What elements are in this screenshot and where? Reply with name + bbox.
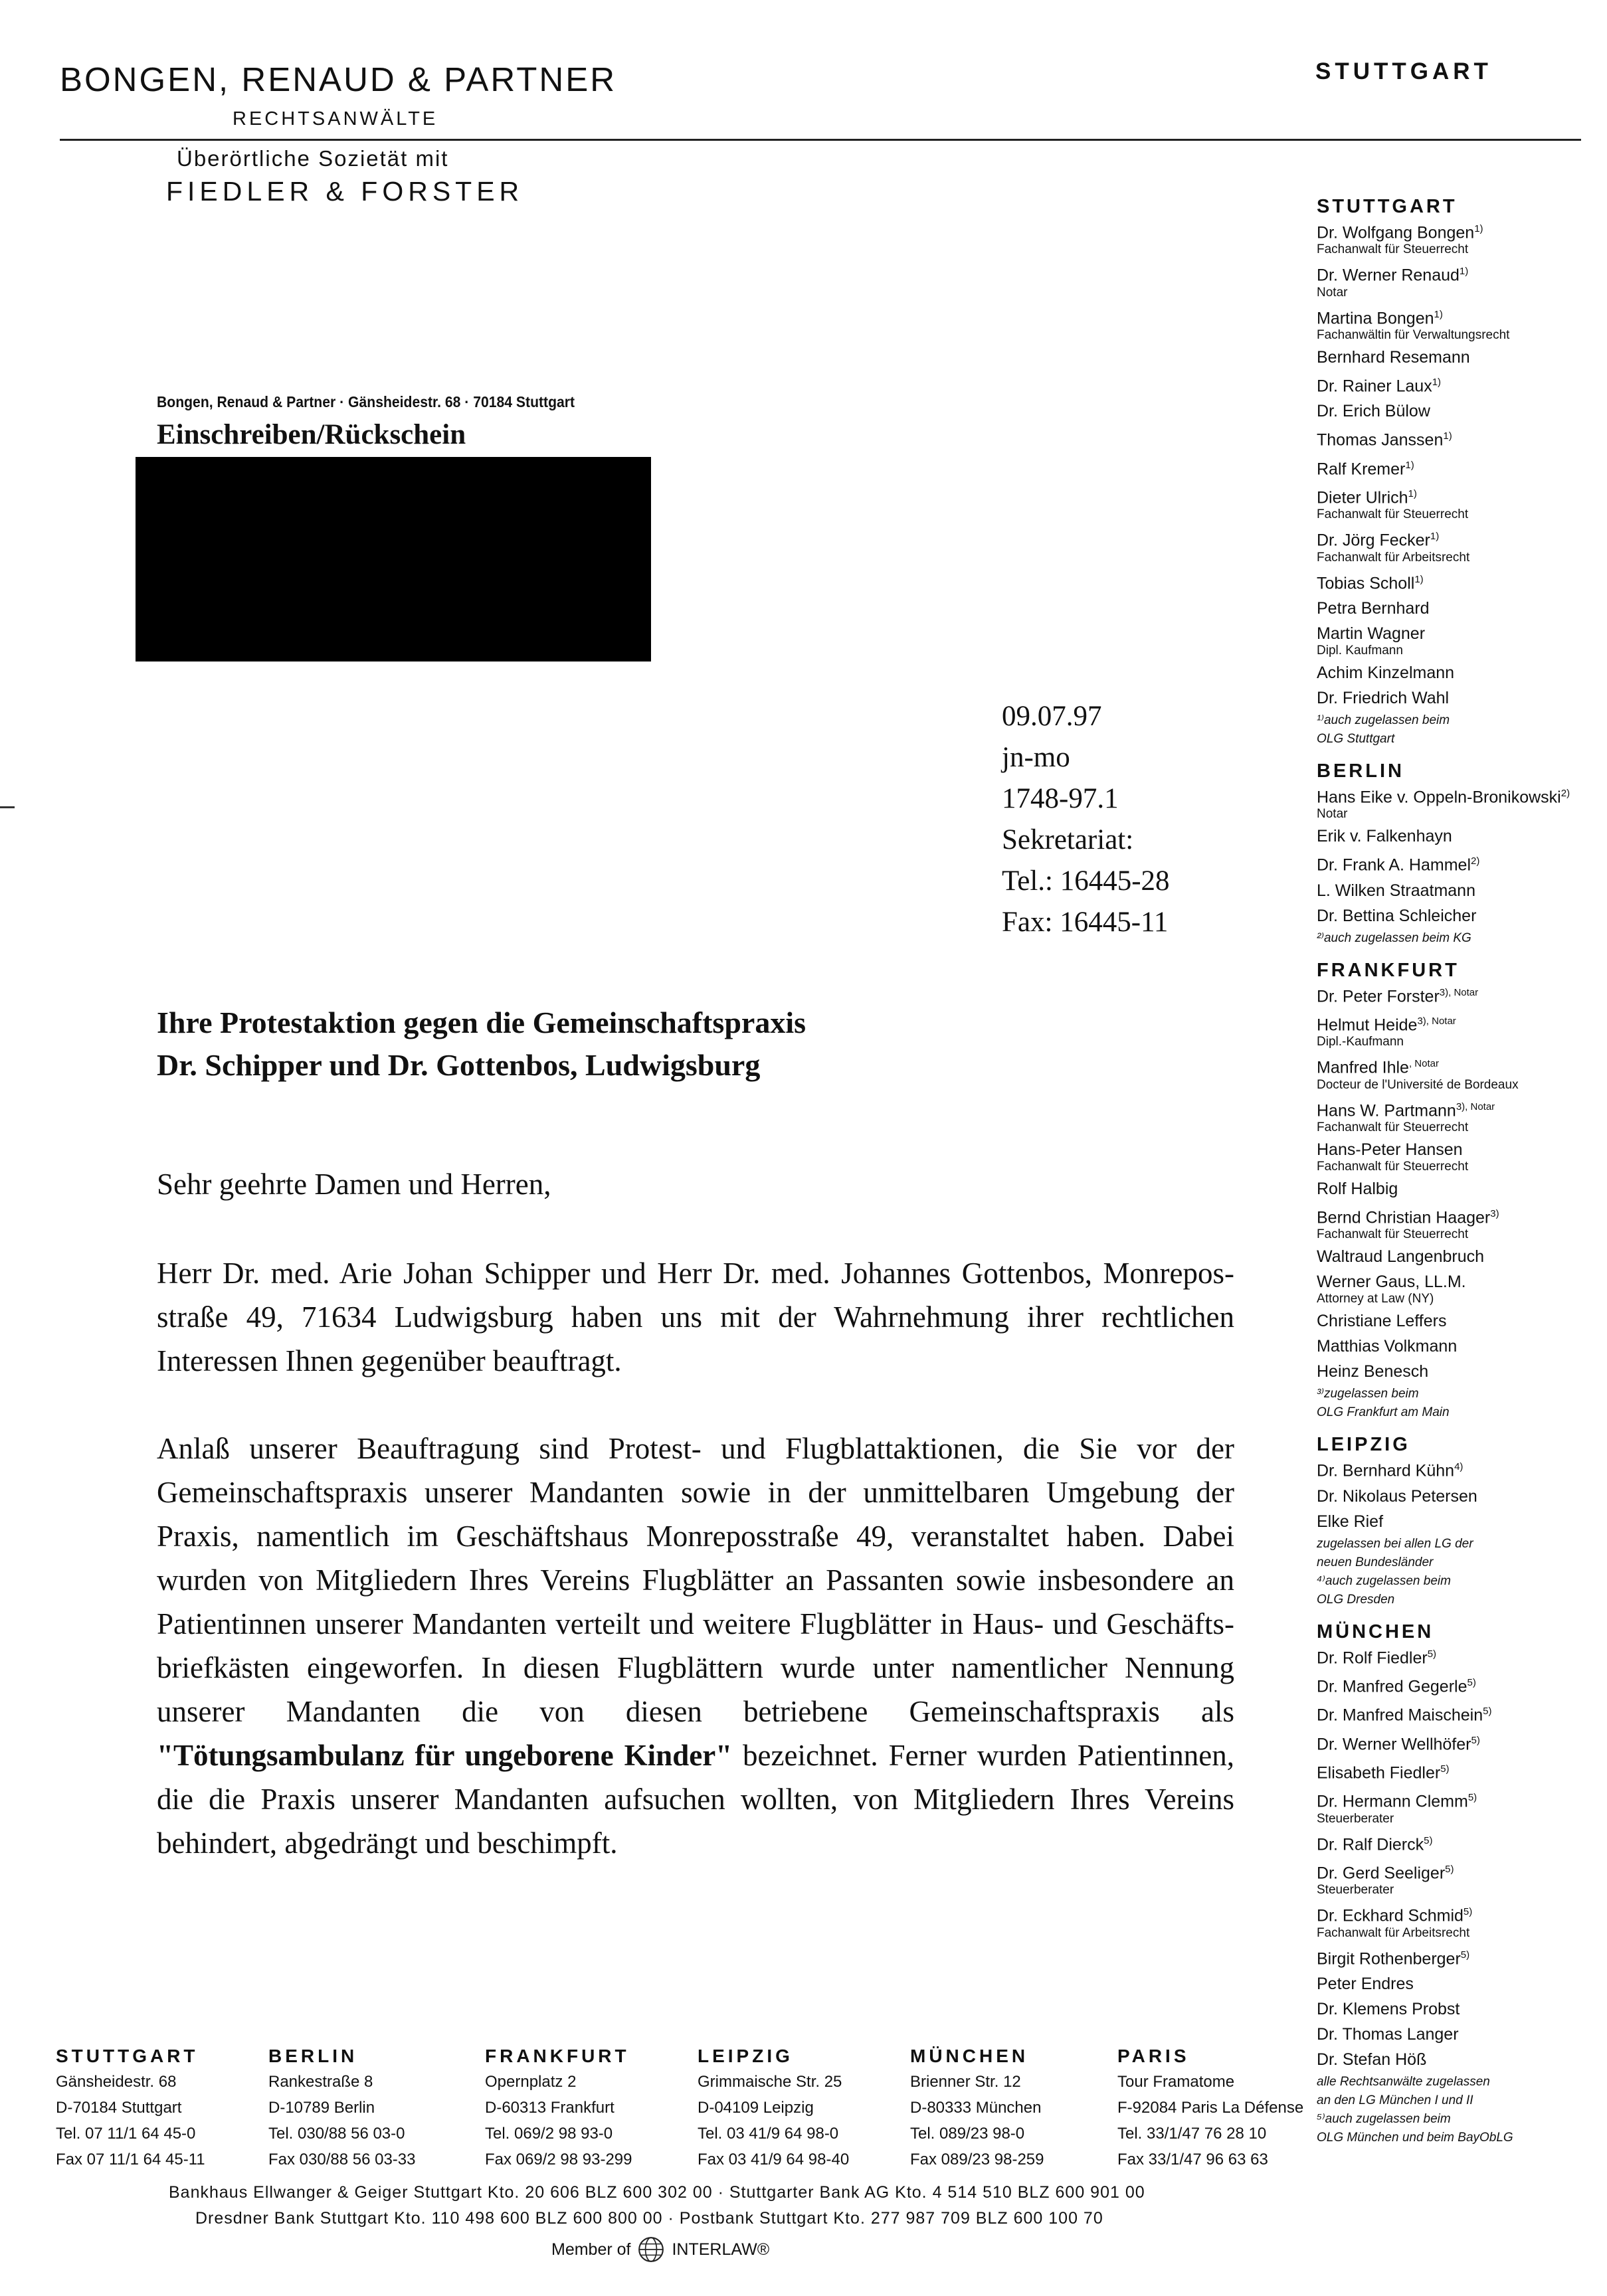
association-line: Überörtliche Sozietät mit [177, 146, 449, 171]
subject-line-2: Dr. Schipper und Dr. Gottenbos, Ludwigsburg [157, 1048, 761, 1082]
partner-footnote: 5) [1483, 1706, 1492, 1718]
partner-entry [1317, 1336, 1596, 1356]
secretariat-fax: Fax: 16445-11 [1002, 907, 1169, 938]
partner-name: Dr. Friedrich Wahl [1317, 688, 1450, 707]
office-tel: Tel. 089/23 98-0 [910, 2125, 1025, 2143]
secretariat-tel: Tel.: 16445-28 [1002, 865, 1170, 897]
office-fax: Fax 07 11/1 64 45-11 [56, 2151, 205, 2168]
sidebar-note: OLG Frankfurt am Main [1317, 1405, 1450, 1420]
membership-line [551, 2236, 769, 2263]
partner-footnote: 1) [1405, 459, 1414, 471]
partner-footnote: 1) [1474, 223, 1483, 234]
office-tel: Tel. 33/1/47 76 28 10 [1117, 2125, 1267, 2143]
partner-entry [1317, 1054, 1596, 1091]
letter-date: 09.07.97 [1002, 701, 1102, 732]
partner-footnote: 1) [1443, 430, 1452, 442]
partner-entry [1317, 1702, 1596, 1725]
partner-name: Ralf Kremer$^{1)}$ [1317, 459, 1414, 478]
office-city: PARIS [1117, 2046, 1190, 2066]
firm-name: BONGEN, RENAUD & PARTNER [60, 60, 617, 98]
partner-entry [1317, 2050, 1596, 2070]
partner-footnote: 4) [1454, 1461, 1464, 1473]
partner-name: Dr. Rainer Laux$^{1)}$ [1317, 376, 1442, 396]
partner-title: Fachanwalt für Arbeitsrecht [1317, 1925, 1470, 1940]
footer-office [56, 2043, 205, 2172]
partner-entry [1317, 1731, 1596, 1754]
partner-name: Tobias Scholl$^{1)}$ [1317, 573, 1424, 592]
sidebar-city-stuttgart: STUTTGART [1317, 196, 1458, 217]
sidebar-note: OLG Stuttgart [1317, 731, 1395, 746]
sidebar-note: zugelassen bei allen LG der [1317, 1536, 1473, 1551]
subject-line [157, 1002, 806, 1087]
partner-entry [1317, 1860, 1596, 1897]
office-fax: Fax 33/1/47 96 63 63 [1117, 2151, 1268, 2168]
partner-entry [1317, 663, 1596, 683]
partner-name: Dr. Bettina Schleicher [1317, 906, 1477, 925]
partner-footnote: 5) [1463, 1906, 1473, 1918]
partner-entry [1317, 373, 1596, 396]
partner-entry [1317, 826, 1596, 846]
partner-footnote: , Notar [1408, 1058, 1439, 1070]
partner-name: Helmut Heide$^{3), Notar}$ [1317, 1015, 1456, 1035]
fold-mark [0, 806, 15, 808]
office-street: Grimmaische Str. 25 [698, 2073, 842, 2091]
partner-footnote: 5) [1467, 1676, 1476, 1688]
partner-name: Dr. Frank A. Hammel$^{2)}$ [1317, 855, 1480, 875]
salutation: Sehr geehrte Damen und Herren, [157, 1168, 551, 1201]
partner-name: Dr. Bernhard Kühn$^{4)}$ [1317, 1461, 1464, 1480]
partner-title: Notar [1317, 285, 1348, 300]
partner-footnote: 1) [1414, 573, 1424, 585]
partner-name: Dr. Thomas Langer [1317, 2024, 1459, 2044]
sidebar-note: ²⁾auch zugelassen beim KG [1317, 930, 1471, 945]
partner-entry [1317, 1644, 1596, 1668]
partner-name: Peter Endres [1317, 1974, 1414, 1993]
partner-name: Achim Kinzelmann [1317, 663, 1455, 682]
office-street: Brienner Str. 12 [910, 2073, 1021, 2091]
office-city: FRANKFURT [485, 2046, 630, 2066]
reference-initials: jn-mo [1002, 742, 1070, 773]
office-zip-city: D-60313 Frankfurt [485, 2099, 614, 2117]
partner-name: Erik v. Falkenhayn [1317, 827, 1452, 846]
footer-office [698, 2043, 849, 2172]
partner-entry [1317, 1140, 1596, 1174]
office-zip-city: D-04109 Leipzig [698, 2099, 814, 2117]
office-zip-city: F-92084 Paris La Défense [1117, 2099, 1304, 2117]
partner-name: Werner Gaus, LL.M. [1317, 1273, 1466, 1292]
association-firm: FIEDLER & FORSTER [166, 176, 524, 207]
partner-title: Fachanwalt für Steuerrecht [1317, 1227, 1469, 1242]
partner-footnote: 5) [1424, 1834, 1433, 1846]
partner-footnote: 1) [1408, 487, 1417, 499]
partner-footnote: 3), Notar [1456, 1101, 1495, 1112]
footer-office [910, 2043, 1044, 2172]
partner-name: Dr. Eckhard Schmid$^{5)}$ [1317, 1906, 1473, 1925]
partner-entry [1317, 784, 1596, 821]
partner-entry [1317, 624, 1596, 658]
partner-name: Elke Rief [1317, 1512, 1384, 1531]
partner-entry [1317, 1272, 1596, 1306]
office-fax: Fax 030/88 56 03-33 [268, 2151, 416, 2168]
partner-title: Steuerberater [1317, 1811, 1394, 1826]
partner-title: Fachanwalt für Steuerrecht [1317, 1159, 1469, 1174]
paragraph-2-quote: "Tötungsambulanz für ungeborene Kinder" [157, 1739, 733, 1772]
office-tel: Tel. 03 41/9 64 98-0 [698, 2125, 839, 2143]
partner-entry [1317, 851, 1596, 875]
partner-title: Fachanwalt für Arbeitsrecht [1317, 550, 1470, 565]
partner-entry [1317, 1831, 1596, 1854]
sidebar-note: neuen Bundesländer [1317, 1555, 1434, 1569]
header-rule [60, 139, 1581, 141]
partner-footnote: 1) [1434, 308, 1443, 320]
partner-entry [1317, 1673, 1596, 1696]
office-city: STUTTGART [56, 2046, 199, 2066]
partner-entry [1317, 1945, 1596, 1969]
partner-footnote: 1) [1459, 266, 1469, 278]
paragraph-2 [157, 1427, 1234, 1865]
paragraph-2-text-end: bezeichnet. Ferner wurden Patientinnen, die die Praxis unserer Mandanten aufsuchen wollten, von Mitgliedern Ihres Vereins behindert, abgedrängt und beschimpft. [157, 1739, 1234, 1860]
partner-name: Heinz Benesch [1317, 1362, 1429, 1381]
partner-name: Hans Eike v. Oppeln-Bronikowski$^{2)}$ [1317, 787, 1570, 807]
sidebar-note: an den LG München I und II [1317, 2093, 1473, 2107]
office-street: Tour Framatome [1117, 2073, 1235, 2091]
partner-entry [1317, 426, 1596, 450]
partner-name: Rolf Halbig [1317, 1179, 1398, 1198]
office-fax: Fax 089/23 98-259 [910, 2151, 1044, 2168]
partner-entry [1317, 1457, 1596, 1480]
partner-name: Dr. Klemens Probst [1317, 1999, 1460, 2018]
partner-name: Hans-Peter Hansen [1317, 1140, 1463, 1159]
partner-sidebar [1317, 197, 1596, 2149]
partner-entry [1317, 1788, 1596, 1825]
office-street: Opernplatz 2 [485, 2073, 577, 2091]
sidebar-city-muenchen: MÜNCHEN [1317, 1621, 1434, 1642]
partner-name: Elisabeth Fiedler$^{5)}$ [1317, 1763, 1450, 1783]
sidebar-note: ⁵⁾auch zugelassen beim [1317, 2111, 1451, 2126]
partner-entry [1317, 1974, 1596, 1994]
partner-name: Dr. Nikolaus Petersen [1317, 1486, 1477, 1506]
partner-name: Bernhard Resemann [1317, 347, 1470, 367]
partner-footnote: 2) [1560, 787, 1570, 799]
partner-entry [1317, 688, 1596, 708]
partner-footnote: 2) [1471, 855, 1480, 867]
partner-entry [1317, 1362, 1596, 1381]
partner-entry [1317, 1902, 1596, 1939]
partner-name: Hans W. Partmann$^{3), Notar}$ [1317, 1101, 1495, 1120]
paragraph-2-text: Anlaß unserer Beauftragung sind Protest- und Flugblattaktionen, die Sie vor der Gemeinschaftspraxis unserer Mandanten sowie in der unmittelbaren Umgebung der Praxis, namentlich im Geschäftshaus Monreposstraße 49, veranstaltet haben. Dabei wurden von Mitgliedern Ihres Vereins Flugblätter an Passanten sowie insbesondere an Patientinnen unserer Mandanten verteilt und weitere Flugblätter in Haus- und Geschäftsbriefkästen eingeworfen. In diesen Flugblättern wurde unter namentlicher Nennung unserer Mandanten die von diesen betriebene Gemeinschaftspraxis als [157, 1432, 1234, 1728]
partner-entry [1317, 347, 1596, 367]
partner-name: Manfred Ihle$^{, Notar}$ [1317, 1058, 1439, 1077]
partner-name: Dr. Gerd Seeliger$^{5)}$ [1317, 1863, 1454, 1883]
sender-line: Bongen, Renaud & Partner · Gänsheidestr. 68 · 70184 Stuttgart [157, 393, 575, 410]
office-city: STUTTGART [1315, 58, 1492, 84]
partner-footnote: 1) [1430, 531, 1440, 543]
sidebar-note: alle Rechtsanwälte zugelassen [1317, 2074, 1490, 2089]
partner-footnote: 1) [1432, 376, 1442, 388]
partner-title: Notar [1317, 807, 1348, 822]
partner-name: Dr. Stefan Höß [1317, 2050, 1427, 2069]
partner-name: Dr. Hermann Clemm$^{5)}$ [1317, 1792, 1477, 1811]
partner-title: Dipl. Kaufmann [1317, 643, 1403, 658]
partner-name: Martina Bongen$^{1)}$ [1317, 308, 1443, 327]
office-city: LEIPZIG [698, 2046, 793, 2066]
partner-footnote: 3), Notar [1417, 1015, 1456, 1027]
member-prefix: Member of [551, 2240, 631, 2259]
footer-offices [56, 2043, 1311, 2168]
partner-entry [1317, 262, 1596, 299]
partner-name: Dieter Ulrich$^{1)}$ [1317, 487, 1417, 507]
office-street: Rankestraße 8 [268, 2073, 373, 2091]
partner-title: Docteur de l'Université de Bordeaux [1317, 1077, 1519, 1092]
partner-name: Christiane Leffers [1317, 1312, 1447, 1331]
sidebar-city-leipzig: LEIPZIG [1317, 1434, 1410, 1456]
partner-entry [1317, 2024, 1596, 2044]
footer-office [1117, 2043, 1303, 2172]
partner-name: Dr. Wolfgang Bongen$^{1)}$ [1317, 223, 1483, 242]
partner-name: Waltraud Langenbruch [1317, 1247, 1485, 1267]
office-tel: Tel. 030/88 56 03-0 [268, 2125, 405, 2143]
partner-name: L. Wilken Straatmann [1317, 881, 1475, 900]
partner-entry [1317, 881, 1596, 901]
partner-entry [1317, 219, 1596, 256]
partner-entry [1317, 570, 1596, 593]
partner-entry [1317, 456, 1596, 479]
partner-footnote: 5) [1445, 1863, 1454, 1875]
partner-entry [1317, 527, 1596, 564]
partner-footnote: 5) [1471, 1734, 1480, 1746]
footer-office [268, 2043, 416, 2172]
reference-block [1002, 696, 1170, 943]
secretariat-label: Sekretariat: [1002, 824, 1134, 855]
partner-title: Fachanwalt für Steuerrecht [1317, 1120, 1469, 1134]
file-number: 1748-97.1 [1002, 783, 1119, 814]
office-fax: Fax 03 41/9 64 98-40 [698, 2151, 850, 2168]
subject-line-1: Ihre Protestaktion gegen die Gemeinschaftspraxis [157, 1006, 806, 1039]
partner-name: Dr. Jörg Fecker$^{1)}$ [1317, 531, 1440, 550]
bank-details-2: Dresdner Bank Stuttgart Kto. 110 498 600 BLZ 600 800 00 · Postbank Stuttgart Kto. 277 987 709 BLZ 600 100 70 [195, 2209, 1103, 2228]
partner-entry [1317, 1759, 1596, 1783]
sidebar-city-frankfurt: FRANKFURT [1317, 959, 1460, 981]
office-tel: Tel. 07 11/1 64 45-0 [56, 2125, 196, 2143]
partner-entry [1317, 484, 1596, 521]
sidebar-note: ¹⁾auch zugelassen beim [1317, 713, 1450, 727]
office-zip-city: D-80333 München [910, 2099, 1042, 2117]
partner-name: Dr. Manfred Gegerle$^{5)}$ [1317, 1676, 1476, 1696]
partner-name: Bernd Christian Haager$^{3)}$ [1317, 1207, 1499, 1227]
redacted-address [136, 457, 651, 662]
partner-name: Dr. Peter Forster$^{3), Notar}$ [1317, 986, 1479, 1006]
sidebar-note: OLG München und beim BayObLG [1317, 2130, 1513, 2145]
partner-name: Dr. Ralf Dierck$^{5)}$ [1317, 1834, 1433, 1854]
partner-title: Fachanwalt für Steuerrecht [1317, 507, 1469, 522]
office-tel: Tel. 069/2 98 93-0 [485, 2125, 613, 2143]
partner-entry [1317, 906, 1596, 926]
bank-details-1: Bankhaus Ellwanger & Geiger Stuttgart Kto. 20 606 BLZ 600 302 00 · Stuttgarter Bank AG Kto. 4 514 510 BLZ 600 901 00 [169, 2183, 1145, 2202]
partner-entry [1317, 983, 1596, 1006]
partner-footnote: 5) [1467, 1792, 1477, 1804]
partner-name: Matthias Volkmann [1317, 1337, 1458, 1356]
partner-entry [1317, 1204, 1596, 1241]
office-zip-city: D-10789 Berlin [268, 2099, 375, 2117]
paragraph-1: Herr Dr. med. Arie Johan Schipper und Herr Dr. med. Johannes Gottenbos, Monreposstraße 49, 71634 Ludwigsburg haben uns mit der Wahrnehmung ihrer rechtlichen Interessen Ihnen gegenüber beauftragt. [157, 1257, 1234, 1377]
partner-entry [1317, 1012, 1596, 1049]
partner-footnote: 5) [1440, 1763, 1450, 1775]
office-zip-city: D-70184 Stuttgart [56, 2099, 182, 2117]
partner-name: Birgit Rothenberger$^{5)}$ [1317, 1949, 1470, 1968]
partner-footnote: 3) [1490, 1207, 1499, 1219]
partner-entry [1317, 1512, 1596, 1532]
partner-title: Dipl.-Kaufmann [1317, 1035, 1404, 1049]
partner-name: Dr. Manfred Maischein$^{5)}$ [1317, 1706, 1492, 1725]
firm-subtitle: RECHTSANWÄLTE [233, 108, 438, 130]
partner-entry [1317, 1179, 1596, 1199]
partner-name: Dr. Werner Wellhöfer$^{5)}$ [1317, 1734, 1480, 1753]
partner-entry [1317, 401, 1596, 421]
sidebar-note: ⁴⁾auch zugelassen beim [1317, 1573, 1451, 1588]
partner-entry [1317, 1097, 1596, 1134]
office-street: Gänsheidestr. 68 [56, 2073, 177, 2091]
partner-name: Thomas Janssen$^{1)}$ [1317, 430, 1452, 450]
partner-entry [1317, 1999, 1596, 2019]
sidebar-note: ³⁾zugelassen beim [1317, 1387, 1419, 1401]
member-network: INTERLAW® [672, 2240, 770, 2259]
office-city: MÜNCHEN [910, 2046, 1029, 2066]
partner-entry [1317, 1247, 1596, 1267]
office-city: BERLIN [268, 2046, 358, 2066]
partner-footnote: 5) [1427, 1648, 1437, 1660]
partner-name: Petra Bernhard [1317, 598, 1430, 618]
partner-footnote: 5) [1460, 1949, 1470, 1961]
globe-icon [637, 2236, 665, 2263]
sidebar-city-berlin: BERLIN [1317, 760, 1404, 782]
partner-name: Dr. Erich Bülow [1317, 402, 1430, 421]
partner-entry [1317, 598, 1596, 618]
partner-title: Fachanwalt für Steuerrecht [1317, 242, 1469, 257]
partner-name: Dr. Werner Renaud$^{1)}$ [1317, 266, 1469, 285]
partner-entry [1317, 305, 1596, 342]
partner-title: Attorney at Law (NY) [1317, 1292, 1434, 1306]
partner-entry [1317, 1311, 1596, 1331]
footer-office [485, 2043, 632, 2172]
registered-mail-label: Einschreiben/Rückschein [157, 419, 466, 450]
partner-footnote: 3), Notar [1439, 986, 1479, 998]
partner-name: Martin Wagner [1317, 624, 1426, 643]
partner-title: Steuerberater [1317, 1883, 1394, 1898]
partner-title: Fachanwältin für Verwaltungsrecht [1317, 327, 1510, 342]
sidebar-note: OLG Dresden [1317, 1592, 1395, 1607]
office-fax: Fax 069/2 98 93-299 [485, 2151, 632, 2168]
partner-name: Dr. Rolf Fiedler$^{5)}$ [1317, 1648, 1437, 1667]
partner-entry [1317, 1486, 1596, 1506]
